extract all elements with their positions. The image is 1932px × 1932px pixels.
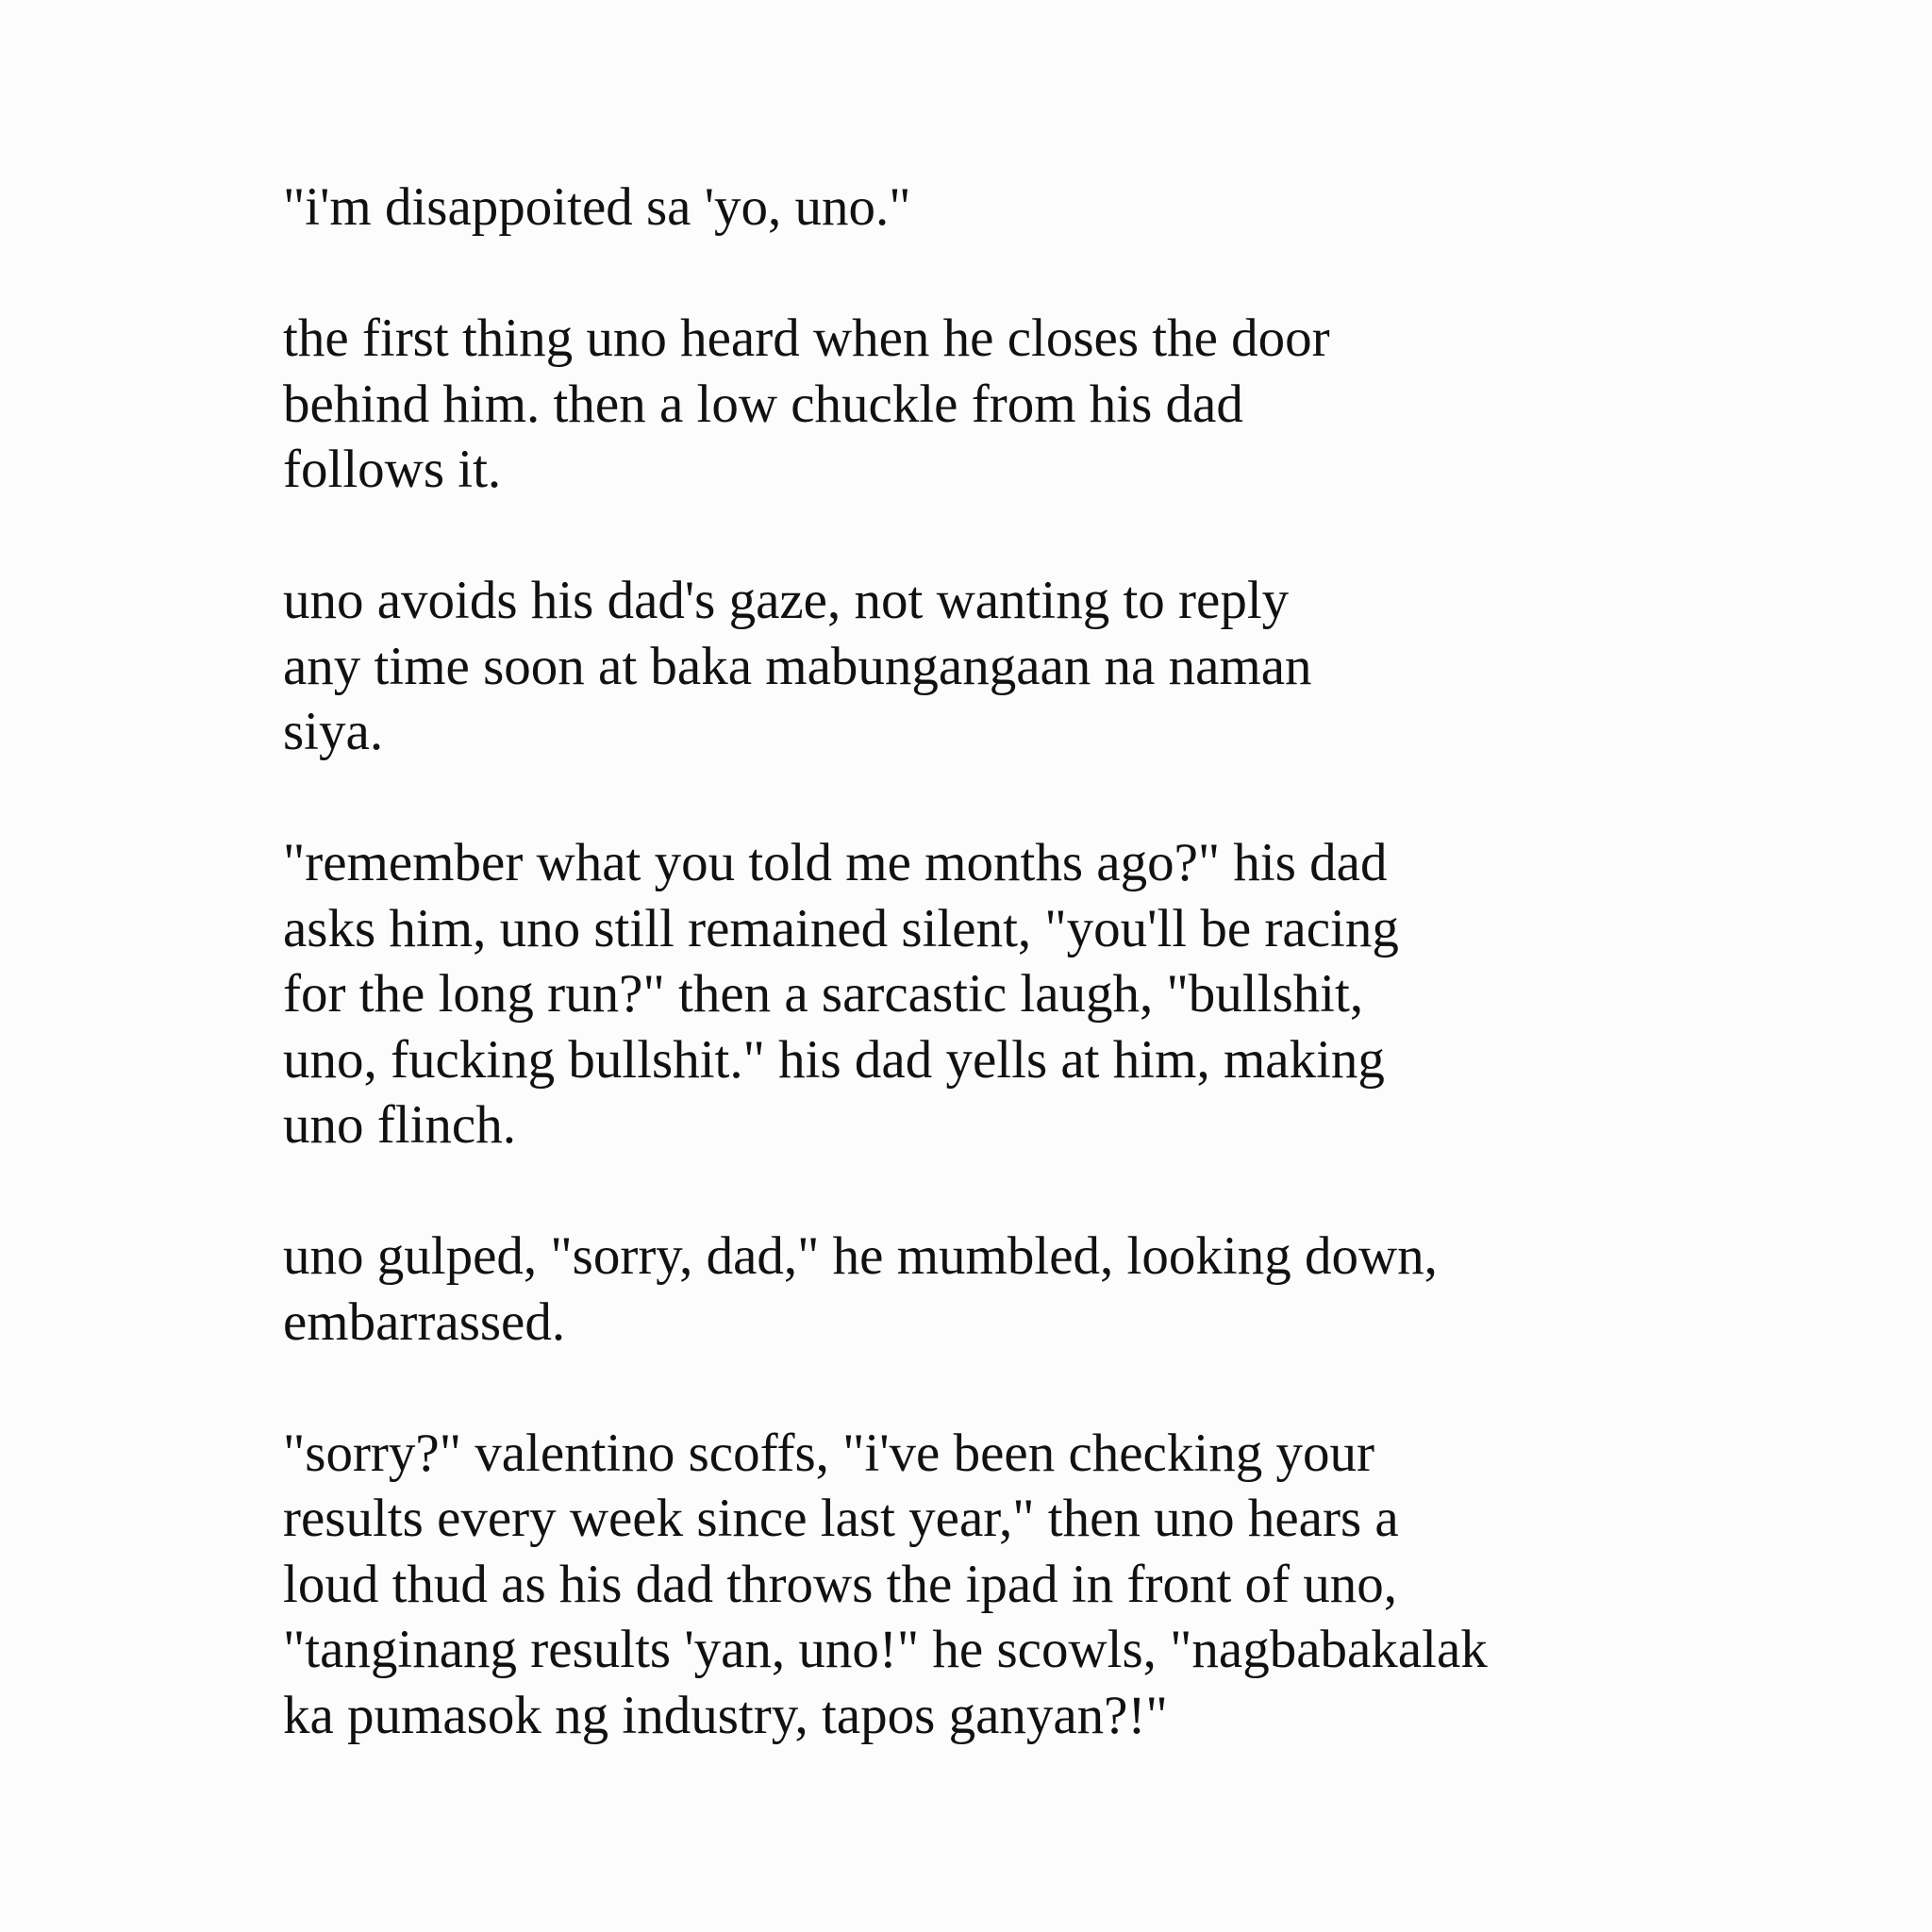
text-line: embarrassed. [283,1291,566,1352]
paragraph-3 [283,568,1698,765]
text-line: behind him. then a low chuckle from his dad [283,374,1243,434]
text-line: siya. [283,702,384,761]
text-line: uno avoids his dad's gaze, not wanting to reply [283,571,1290,630]
text-line: ka pumasok ng industry, tapos ganyan?!" [283,1685,1168,1745]
text-line: uno gulped, "sorry, dad," he mumbled, looking down, [283,1226,1438,1286]
paragraph-1 [283,175,1698,241]
text-line: asks him, uno still remained silent, "you'll be racing [283,898,1399,958]
paragraph-5 [283,1224,1698,1355]
text-line: any time soon at baka mabungangaan na naman [283,636,1312,696]
text-line: the first thing uno heard when he closes the door [283,308,1330,368]
paragraph-6 [283,1421,1698,1749]
text-line: results every week since last year," then uno hears a [283,1489,1399,1548]
text-line: follows it. [283,440,502,499]
text-line: "remember what you told me months ago?" his dad [283,833,1388,892]
text-line: "sorry?" valentino scoffs, "i've been checking your [283,1423,1374,1483]
text-line: "i'm disappoited sa 'yo, uno." [283,177,911,237]
text-line: "tanginang results 'yan, uno!" he scowls, "nagbabakalak [283,1620,1488,1679]
text-line: uno flinch. [283,1095,516,1155]
paragraph-2 [283,306,1698,503]
paragraph-4 [283,830,1698,1158]
text-line: uno, fucking bullshit." his dad yells at him, making [283,1029,1385,1090]
story-text [283,175,1698,1814]
text-line: for the long run?" then a sarcastic laugh, "bullshit, [283,964,1364,1024]
text-line: loud thud as his dad throws the ipad in front of uno, [283,1554,1398,1614]
